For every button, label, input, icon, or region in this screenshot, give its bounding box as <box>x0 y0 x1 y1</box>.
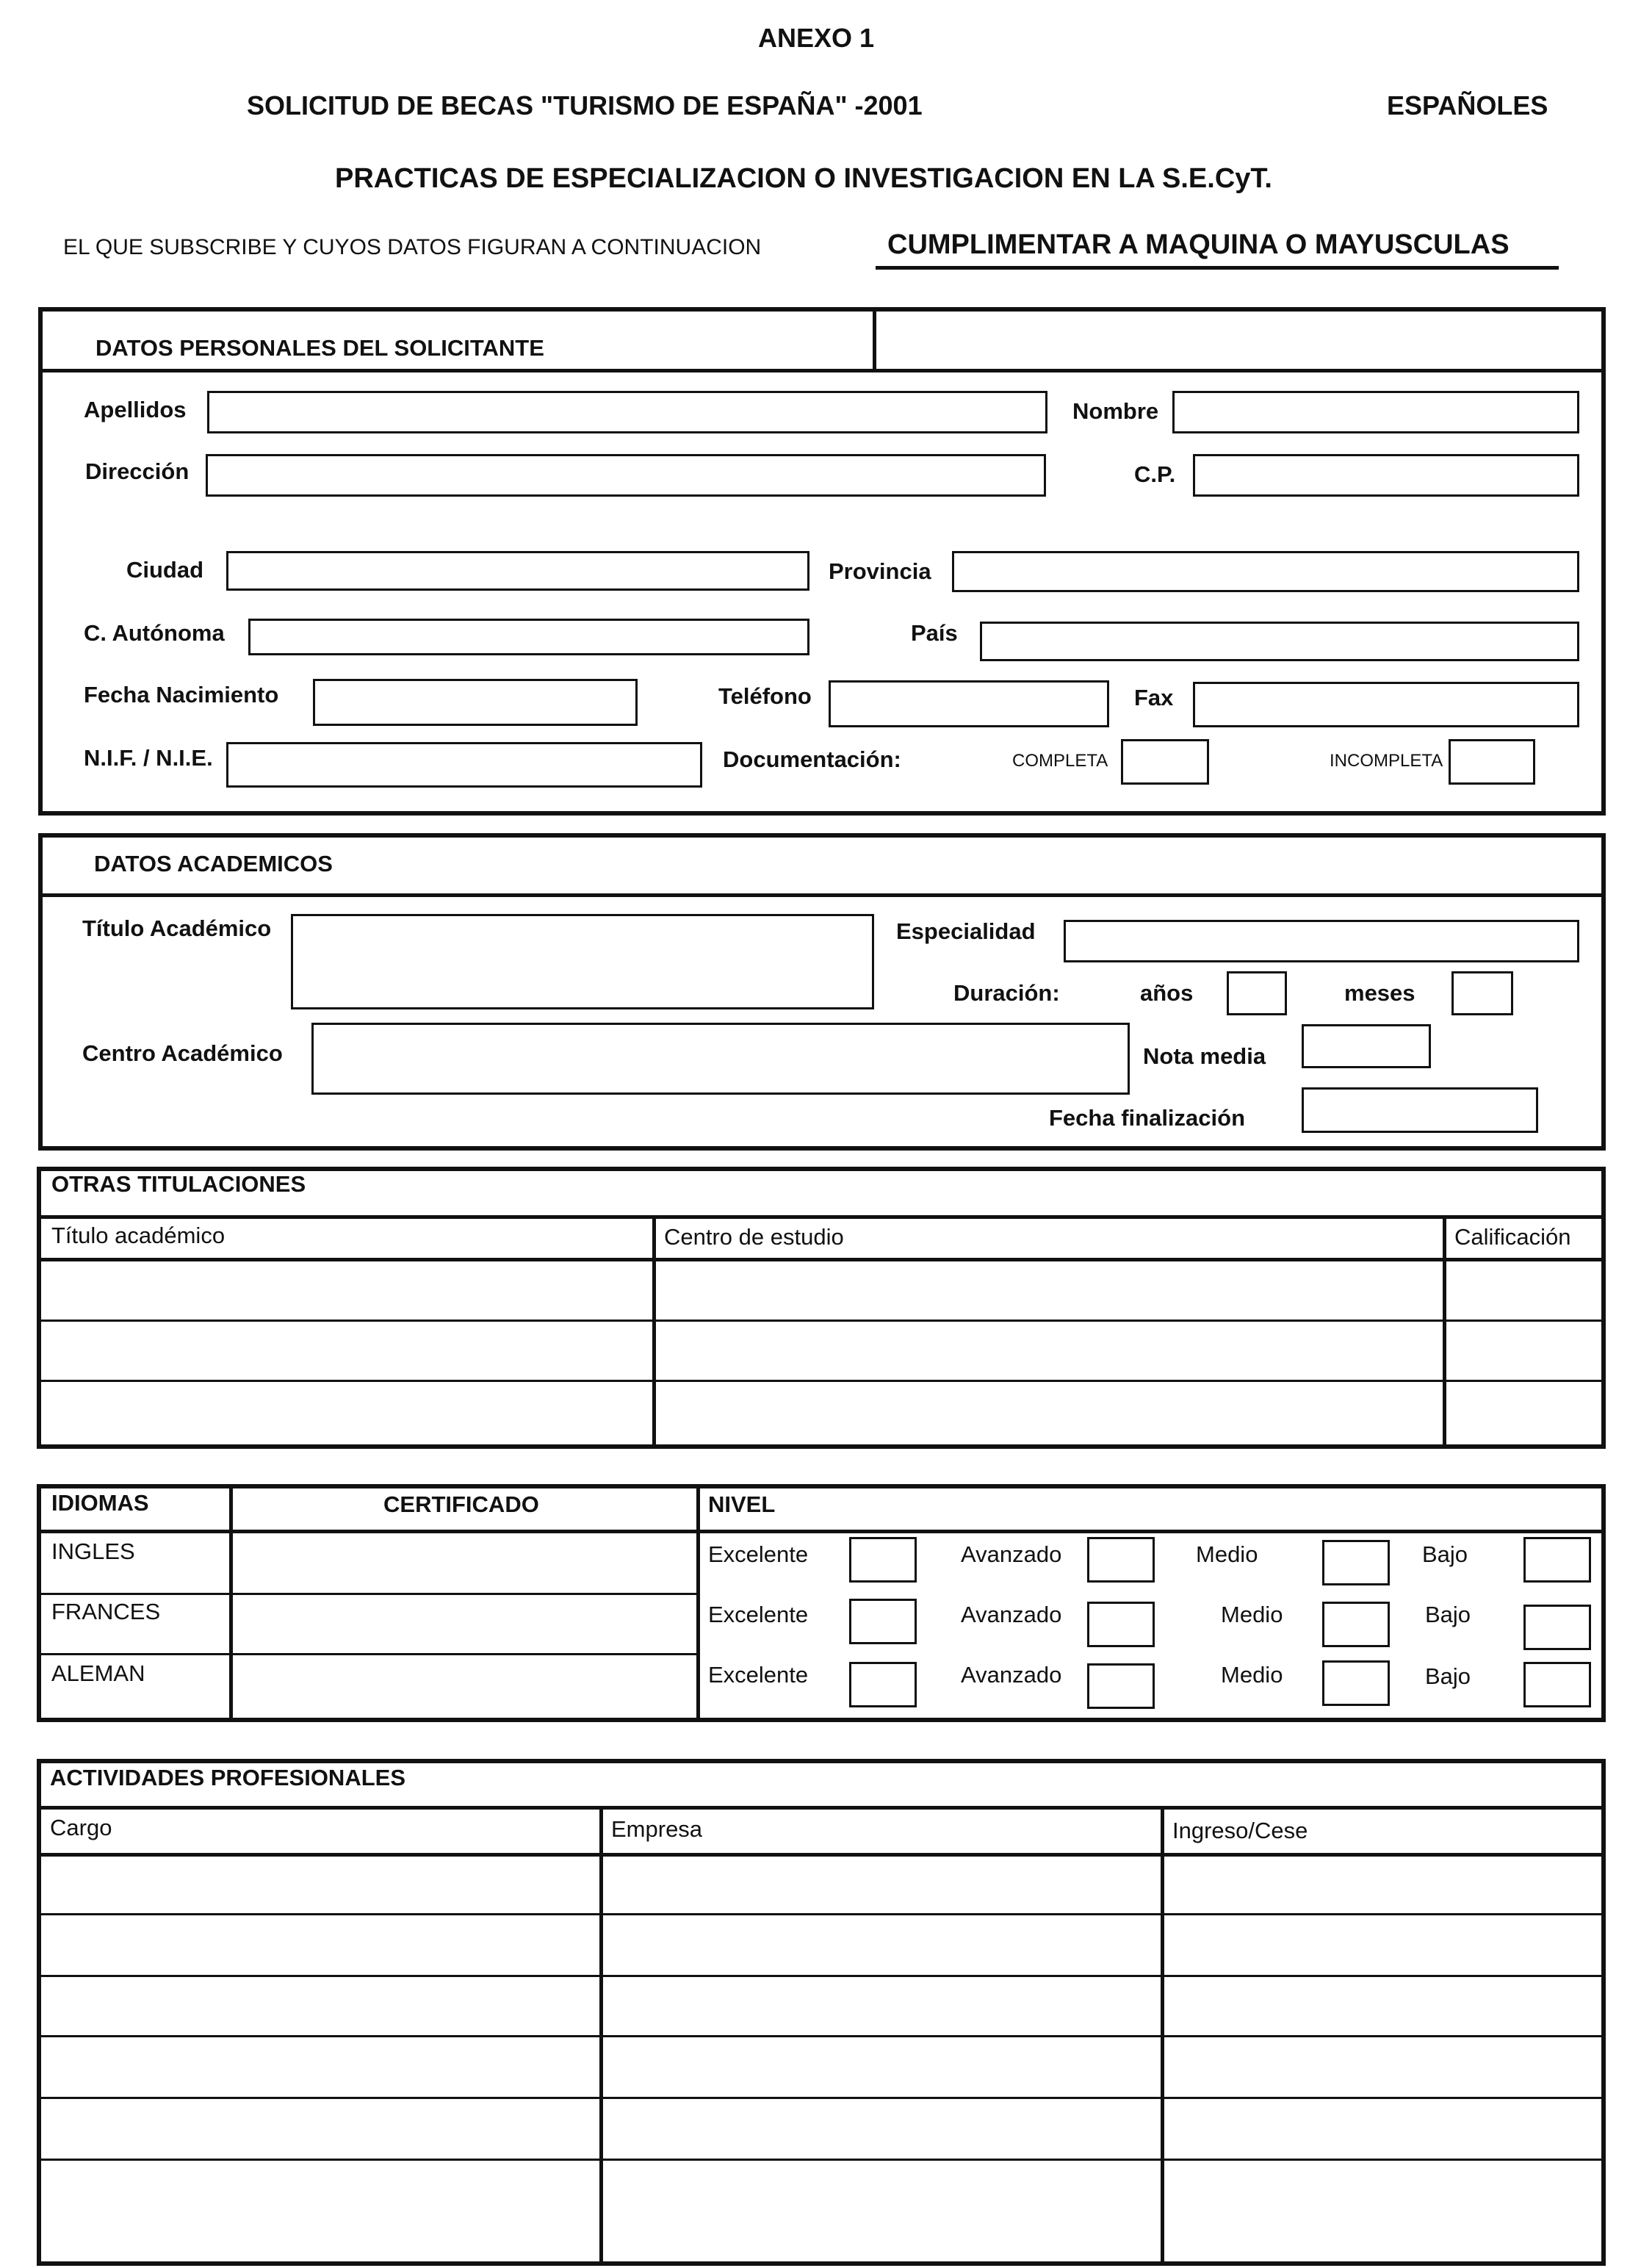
other-col-divider <box>1443 1217 1446 1449</box>
other-section <box>37 1167 1606 1449</box>
nif-field[interactable] <box>226 742 702 788</box>
autonoma-label: C. Autónoma <box>84 620 225 646</box>
nacimiento-label: Fecha Nacimiento <box>84 682 279 708</box>
finalizacion-label: Fecha finalización <box>1049 1105 1246 1131</box>
provincia-field[interactable] <box>952 551 1579 592</box>
incompleta-label: INCOMPLETA <box>1330 751 1443 771</box>
level-bajo-label: Bajo <box>1422 1541 1468 1567</box>
cp-label: C.P. <box>1134 461 1176 487</box>
personal-header-split <box>873 307 876 370</box>
meses-field[interactable] <box>1451 971 1513 1015</box>
other-col-calificacion: Calificación <box>1454 1224 1571 1250</box>
duracion-label: Duración: <box>953 980 1060 1006</box>
form-title: SOLICITUD DE BECAS "TURISMO DE ESPAÑA" -2001 <box>247 90 923 120</box>
telefono-field[interactable] <box>829 680 1109 727</box>
instruction-text: CUMPLIMENTAR A MAQUINA O MAYUSCULAS <box>887 229 1510 260</box>
language-frances: FRANCES <box>51 1599 161 1624</box>
languages-col-certificado: CERTIFICADO <box>383 1491 539 1517</box>
level-excelente-label: Excelente <box>708 1662 809 1688</box>
direccion-field[interactable] <box>206 454 1046 497</box>
finalizacion-field[interactable] <box>1302 1087 1538 1133</box>
ingles-avanzado-checkbox[interactable] <box>1087 1537 1155 1583</box>
languages-col-divider <box>229 1484 233 1722</box>
professional-row-divider <box>37 2159 1606 2161</box>
pais-label: País <box>911 620 958 646</box>
fax-label: Fax <box>1134 685 1174 710</box>
titulo-field[interactable] <box>291 914 874 1009</box>
ciudad-label: Ciudad <box>126 557 204 583</box>
professional-section <box>37 1759 1606 2266</box>
professional-col-divider <box>1161 1807 1164 2266</box>
frances-bajo-checkbox[interactable] <box>1523 1605 1591 1650</box>
telefono-label: Teléfono <box>718 683 812 709</box>
nif-label: N.I.F. / N.I.E. <box>84 745 213 771</box>
completa-label: COMPLETA <box>1012 751 1108 771</box>
level-medio-label: Medio <box>1221 1602 1283 1627</box>
instruction-underline <box>876 266 1559 270</box>
aleman-excelente-checkbox[interactable] <box>849 1662 917 1707</box>
nombre-label: Nombre <box>1072 398 1159 424</box>
languages-header-divider <box>37 1530 1606 1533</box>
professional-row-divider <box>37 1913 1606 1915</box>
languages-col-nivel: NIVEL <box>708 1491 776 1517</box>
anos-field[interactable] <box>1227 971 1287 1015</box>
professional-row-divider <box>37 1975 1606 1977</box>
centro-label: Centro Académico <box>82 1040 283 1066</box>
centro-field[interactable] <box>311 1023 1130 1095</box>
annex-label: ANEXO 1 <box>758 23 875 53</box>
languages-col-divider <box>696 1484 700 1722</box>
professional-title-divider <box>37 1806 1606 1810</box>
professional-header-divider <box>37 1853 1606 1857</box>
titulo-label: Título Académico <box>82 915 272 941</box>
aleman-medio-checkbox[interactable] <box>1322 1660 1390 1706</box>
frances-excelente-checkbox[interactable] <box>849 1599 917 1644</box>
level-avanzado-label: Avanzado <box>961 1541 1062 1567</box>
fax-field[interactable] <box>1193 682 1579 727</box>
direccion-label: Dirección <box>85 458 190 484</box>
pais-field[interactable] <box>980 622 1579 661</box>
ingles-medio-checkbox[interactable] <box>1322 1540 1390 1585</box>
especialidad-field[interactable] <box>1064 920 1579 962</box>
languages-row-divider <box>37 1653 698 1655</box>
professional-col-empresa: Empresa <box>611 1816 703 1842</box>
nota-label: Nota media <box>1143 1043 1266 1069</box>
ciudad-field[interactable] <box>226 551 809 591</box>
academic-title: DATOS ACADEMICOS <box>94 851 333 876</box>
level-medio-label: Medio <box>1196 1541 1258 1567</box>
level-excelente-label: Excelente <box>708 1541 809 1567</box>
language-ingles: INGLES <box>51 1538 135 1564</box>
completa-checkbox[interactable] <box>1121 739 1209 785</box>
level-bajo-label: Bajo <box>1425 1602 1471 1627</box>
apellidos-field[interactable] <box>207 391 1047 433</box>
professional-col-ingreso: Ingreso/Cese <box>1172 1818 1308 1843</box>
other-col-titulo: Título académico <box>51 1223 226 1248</box>
apellidos-label: Apellidos <box>84 397 187 422</box>
provincia-label: Provincia <box>829 558 931 584</box>
professional-col-divider <box>599 1807 603 2266</box>
personal-header-divider <box>38 369 1606 372</box>
level-excelente-label: Excelente <box>708 1602 809 1627</box>
aleman-avanzado-checkbox[interactable] <box>1087 1663 1155 1709</box>
academic-header-divider <box>38 893 1606 897</box>
other-header-divider <box>37 1258 1606 1261</box>
level-avanzado-label: Avanzado <box>961 1662 1062 1688</box>
anos-label: años <box>1140 980 1194 1006</box>
level-avanzado-label: Avanzado <box>961 1602 1062 1627</box>
other-title-divider <box>37 1215 1606 1219</box>
language-aleman: ALEMAN <box>51 1660 145 1686</box>
intro-text: EL QUE SUBSCRIBE Y CUYOS DATOS FIGURAN A CONTINUACION <box>63 235 762 259</box>
other-row-divider <box>37 1380 1606 1382</box>
nota-field[interactable] <box>1302 1024 1431 1068</box>
other-row-divider <box>37 1320 1606 1322</box>
documentacion-label: Documentación: <box>723 746 901 772</box>
other-col-centro: Centro de estudio <box>664 1224 844 1250</box>
other-title: OTRAS TITULACIONES <box>51 1171 306 1197</box>
nombre-field[interactable] <box>1172 391 1579 433</box>
autonoma-field[interactable] <box>248 619 809 655</box>
professional-title: ACTIVIDADES PROFESIONALES <box>50 1765 405 1790</box>
nacimiento-field[interactable] <box>313 679 638 726</box>
incompleta-checkbox[interactable] <box>1449 739 1535 785</box>
languages-row-divider <box>37 1593 698 1595</box>
category-label: ESPAÑOLES <box>1387 90 1548 120</box>
ingles-excelente-checkbox[interactable] <box>849 1537 917 1583</box>
level-medio-label: Medio <box>1221 1662 1283 1688</box>
professional-col-cargo: Cargo <box>50 1815 112 1840</box>
aleman-bajo-checkbox[interactable] <box>1523 1662 1591 1707</box>
especialidad-label: Especialidad <box>896 918 1036 944</box>
other-col-divider <box>652 1217 656 1449</box>
frances-medio-checkbox[interactable] <box>1322 1602 1390 1647</box>
level-bajo-label: Bajo <box>1425 1663 1471 1689</box>
ingles-bajo-checkbox[interactable] <box>1523 1537 1591 1583</box>
professional-row-divider <box>37 2035 1606 2037</box>
form-subtitle: PRACTICAS DE ESPECIALIZACION O INVESTIGACION EN LA S.E.CyT. <box>335 163 1272 194</box>
cp-field[interactable] <box>1193 454 1579 497</box>
languages-col-idiomas: IDIOMAS <box>51 1490 149 1516</box>
frances-avanzado-checkbox[interactable] <box>1087 1602 1155 1647</box>
personal-title: DATOS PERSONALES DEL SOLICITANTE <box>95 335 544 361</box>
professional-row-divider <box>37 2097 1606 2099</box>
meses-label: meses <box>1344 980 1415 1006</box>
